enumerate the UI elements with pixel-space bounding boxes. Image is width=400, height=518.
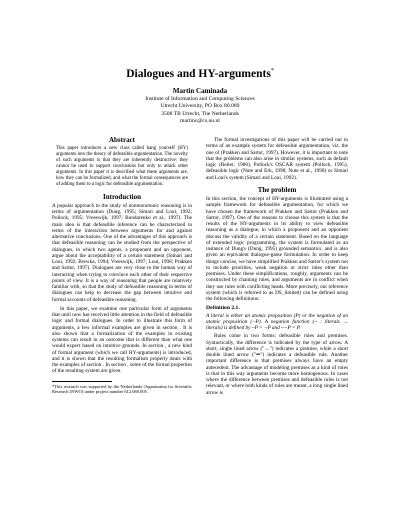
definition-title: Definition 2.1. [206,305,240,312]
author-block [0,87,400,126]
introduction-paragraph-1: A popular approach to the study of nonmonotonic reasoning is in terms of argumentation (Dung, 1995; Simari and Loui, 1992; Pollock, 1995; Vreeswijk, 1997; Bondarenko et al., 1997). The main idea is that defeasible inference can be characterized in terms of the interaction between arguments for and against alternative conclusions. One of the advantages of this approach is that defeasible reasoning can be studied from the perspective of dialogues, in which two agents, a proponent and an opponent, argue about the acceptability of a certain statement (Simari and Loui, 1992; Brewka, 1994; Vreeswijk, 1997; Loui, 1998; Prakken and Sartor, 1997). Dialogues are very close to the human way of interacting when trying to convince each other of their respective points of view. It is a way of reasoning that people are relatively familiar with, so that the study of defeasible reasoning in terms of dialogues can help to decrease the gap between intuitive and formal accounts of defeasible reasoning. [52,202,192,303]
footnote-rule [52,381,112,382]
right-intro-paragraph: The formal investigations of this paper will be carried out in terms of an example system for defeasible argumentation, viz. the one of (Prakken and Sartor, 1997). However, it is important to note that the problems can also arise in similar systems, such as default logic (Reiter, 1980), Pollock's OSCAR system (Pollock, 1995), defeasible logic (Nute and Erk, 1998; Nute et al., 1998) or Simari and Loui's system (Simari and Loui, 1992). [206,137,348,181]
title-footnote-marker: * [270,68,274,75]
paper-title: Dialogues and HY-arguments* [126,68,274,80]
problem-heading: The problem [257,185,297,194]
right-column [206,137,348,396]
author-name: Martin Caminada [172,87,228,95]
abstract-heading: Abstract [108,136,136,144]
author-affiliation-1: Institute of Information and Computing Sciences [145,96,255,102]
left-column [52,137,192,395]
introduction-paragraph-2: In this paper, we examine one particular form of arguments that until now has received little attention in the field of defeasible logic and formal dialogues. In order to illustrate this form of arguments, a few informal examples are given in section . It is also shown that a formalization of the examples in existing systems can result in an outcome that is different than what one would expect based on intuitive grounds. In section , a new kind of formal argument (which we call HY-arguments) is introduced, and it is shown that the resulting formalism properly deals with the examples of section . In section , some of the formal properties of the resulting system are given. [52,305,192,375]
author-email[interactable]: martinc@cs.uu.nl [180,118,220,125]
author-affiliation-3: 3508 TB Utrecht, The Netherlands [161,110,239,117]
problem-paragraph-1: In this section, the concept of HY-arguments is illustrated using a sample framework for defeasible argumentation, for which we have chosen the framework of Prakken and Sartor (Prakken and Sartor, 1997). One of the reasons to choose this system is that the results of the HY-arguments in its ability to view defeasible reasoning as a dialogue, in which a proponent and an opponent discuss the validity of a certain statement. Based on the language of extended logic programming, the system is formulated as an instance of Dung's (Dung, 1995) grounded semantics, and is also given an equivalent dialogue-game formulation. In order to keep things concise, we have simplified Prakken and Sartor's system not to include priorities, weak negation or strict rules other than premises. Under these simplifications, roughly, arguments can be constructed by chaining rules, and arguments are in conflict when they use rules with conflicting heads. More precisely, our reference system (which is referred to as DS_limited) can be defined using the following definitions: [206,196,348,302]
footnote: *This research was supported by the Netherlands Organisation for Scientific Research (NWO) under project number 612.060.005. [52,383,192,395]
definition-text: A literal is either an atomic proposition (P) or the negation of an atomic proposition (¬P). A negation function (~ : literals → literals) is defined by ~P = ¬P and ~¬P = P. [206,312,348,331]
author-affiliation-2: Utrecht University, PO Box 80.089 [160,103,240,110]
introduction-heading: Introduction [103,192,141,201]
abstract-text: This paper introduces a new class called hang yourself (HY) arguments into the theory of defeasible argumentation. The novelty of such arguments is that they are inherently destructive: they cannot be used to support conclusions but only to attack other arguments. In this paper it is described what these arguments are, how they can be formalized, and what the formal consequences are of adding them to a logic for defeasible argumentation. [56,146,188,187]
problem-paragraph-2: Rules come in two forms: defeasible rules and premises. Syntactically, the difference is indicated by the type of arrow. A short, single lined arrow ("→") indicates a premise, while a short double lined arrow ("⇒") indicates a defeasible rule. Another important difference is that premises always have an empty antecedent. The advantage of modeling premises as a kind of rules is that in this way arguments become more homogenous. In cases where the difference between premises and defeasible rules is not relevant, or where both kinds of rules are meant, a long single lined arrow is [206,333,348,396]
